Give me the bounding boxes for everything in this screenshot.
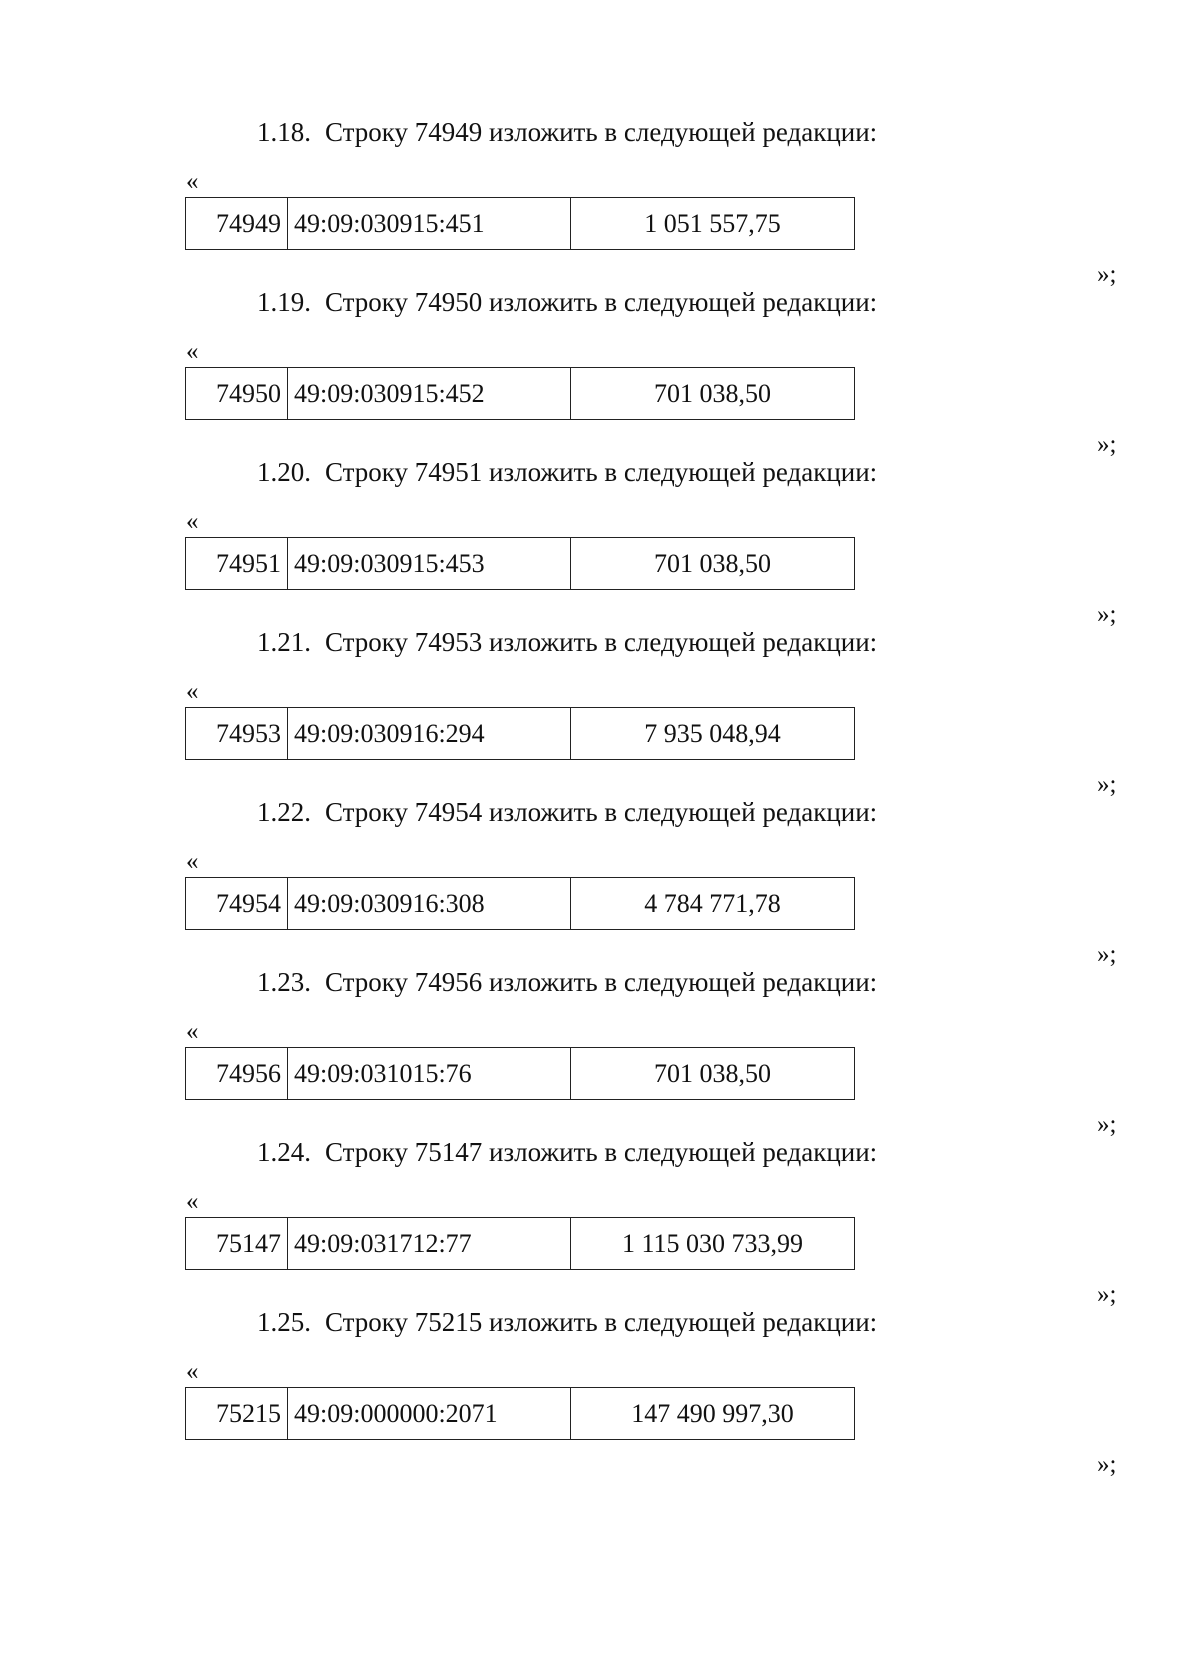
section-heading <box>257 1136 877 1168</box>
section-number: 1.25. <box>257 1307 311 1337</box>
open-quote: « <box>186 508 199 535</box>
row-table <box>185 1387 855 1440</box>
value-cell: 7 935 048,94 <box>571 708 855 760</box>
amendment-section <box>0 456 1200 626</box>
cadastral-number-cell: 49:09:030916:308 <box>288 878 571 930</box>
cadastral-number-cell: 49:09:030915:452 <box>288 368 571 420</box>
row-id-cell: 74954 <box>186 878 288 930</box>
amendment-section <box>0 966 1200 1136</box>
row-table <box>185 197 855 250</box>
cadastral-number-cell: 49:09:031015:76 <box>288 1048 571 1100</box>
table-row <box>186 1048 855 1100</box>
section-text: Строку 75147 изложить в следующей редакции: <box>325 1137 878 1167</box>
open-quote: « <box>186 678 199 705</box>
section-heading <box>257 966 877 998</box>
cadastral-number-cell: 49:09:031712:77 <box>288 1218 571 1270</box>
close-quote: »; <box>1097 771 1117 798</box>
cadastral-number-cell: 49:09:000000:2071 <box>288 1388 571 1440</box>
row-id-cell: 74956 <box>186 1048 288 1100</box>
section-number: 1.21. <box>257 627 311 657</box>
table-row <box>186 368 855 420</box>
cadastral-number-cell: 49:09:030915:451 <box>288 198 571 250</box>
open-quote: « <box>186 1018 199 1045</box>
row-id-cell: 74951 <box>186 538 288 590</box>
section-number: 1.24. <box>257 1137 311 1167</box>
section-number: 1.23. <box>257 967 311 997</box>
value-cell: 1 051 557,75 <box>571 198 855 250</box>
value-cell: 1 115 030 733,99 <box>571 1218 855 1270</box>
open-quote: « <box>186 168 199 195</box>
table-row <box>186 538 855 590</box>
section-heading <box>257 626 877 658</box>
table-row <box>186 198 855 250</box>
amendment-section <box>0 1306 1200 1476</box>
table-row <box>186 1218 855 1270</box>
table-row <box>186 878 855 930</box>
amendment-section <box>0 286 1200 456</box>
value-cell: 147 490 997,30 <box>571 1388 855 1440</box>
section-text: Строку 74954 изложить в следующей редакции: <box>325 797 878 827</box>
row-table <box>185 537 855 590</box>
section-heading <box>257 1306 877 1338</box>
row-id-cell: 74950 <box>186 368 288 420</box>
close-quote: »; <box>1097 1451 1117 1478</box>
section-number: 1.22. <box>257 797 311 827</box>
open-quote: « <box>186 1188 199 1215</box>
open-quote: « <box>186 1358 199 1385</box>
table-row <box>186 708 855 760</box>
value-cell: 4 784 771,78 <box>571 878 855 930</box>
close-quote: »; <box>1097 1281 1117 1308</box>
amendment-section <box>0 1136 1200 1306</box>
cadastral-number-cell: 49:09:030915:453 <box>288 538 571 590</box>
section-text: Строку 74953 изложить в следующей редакции: <box>325 627 878 657</box>
open-quote: « <box>186 338 199 365</box>
close-quote: »; <box>1097 601 1117 628</box>
amendment-section <box>0 796 1200 966</box>
section-text: Строку 75215 изложить в следующей редакции: <box>325 1307 878 1337</box>
section-text: Строку 74951 изложить в следующей редакции: <box>325 457 878 487</box>
section-number: 1.19. <box>257 287 311 317</box>
close-quote: »; <box>1097 431 1117 458</box>
row-table <box>185 707 855 760</box>
row-id-cell: 75147 <box>186 1218 288 1270</box>
section-text: Строку 74956 изложить в следующей редакции: <box>325 967 878 997</box>
value-cell: 701 038,50 <box>571 368 855 420</box>
row-id-cell: 75215 <box>186 1388 288 1440</box>
close-quote: »; <box>1097 261 1117 288</box>
section-heading <box>257 286 877 318</box>
amendment-section <box>0 626 1200 796</box>
close-quote: »; <box>1097 1111 1117 1138</box>
section-text: Строку 74949 изложить в следующей редакции: <box>325 117 878 147</box>
table-row <box>186 1388 855 1440</box>
row-id-cell: 74953 <box>186 708 288 760</box>
section-heading <box>257 116 877 148</box>
row-id-cell: 74949 <box>186 198 288 250</box>
section-text: Строку 74950 изложить в следующей редакции: <box>325 287 878 317</box>
row-table <box>185 1047 855 1100</box>
cadastral-number-cell: 49:09:030916:294 <box>288 708 571 760</box>
section-number: 1.20. <box>257 457 311 487</box>
amendment-section <box>0 116 1200 286</box>
row-table <box>185 1217 855 1270</box>
open-quote: « <box>186 848 199 875</box>
close-quote: »; <box>1097 941 1117 968</box>
section-number: 1.18. <box>257 117 311 147</box>
value-cell: 701 038,50 <box>571 538 855 590</box>
section-heading <box>257 796 877 828</box>
row-table <box>185 877 855 930</box>
value-cell: 701 038,50 <box>571 1048 855 1100</box>
section-heading <box>257 456 877 488</box>
row-table <box>185 367 855 420</box>
